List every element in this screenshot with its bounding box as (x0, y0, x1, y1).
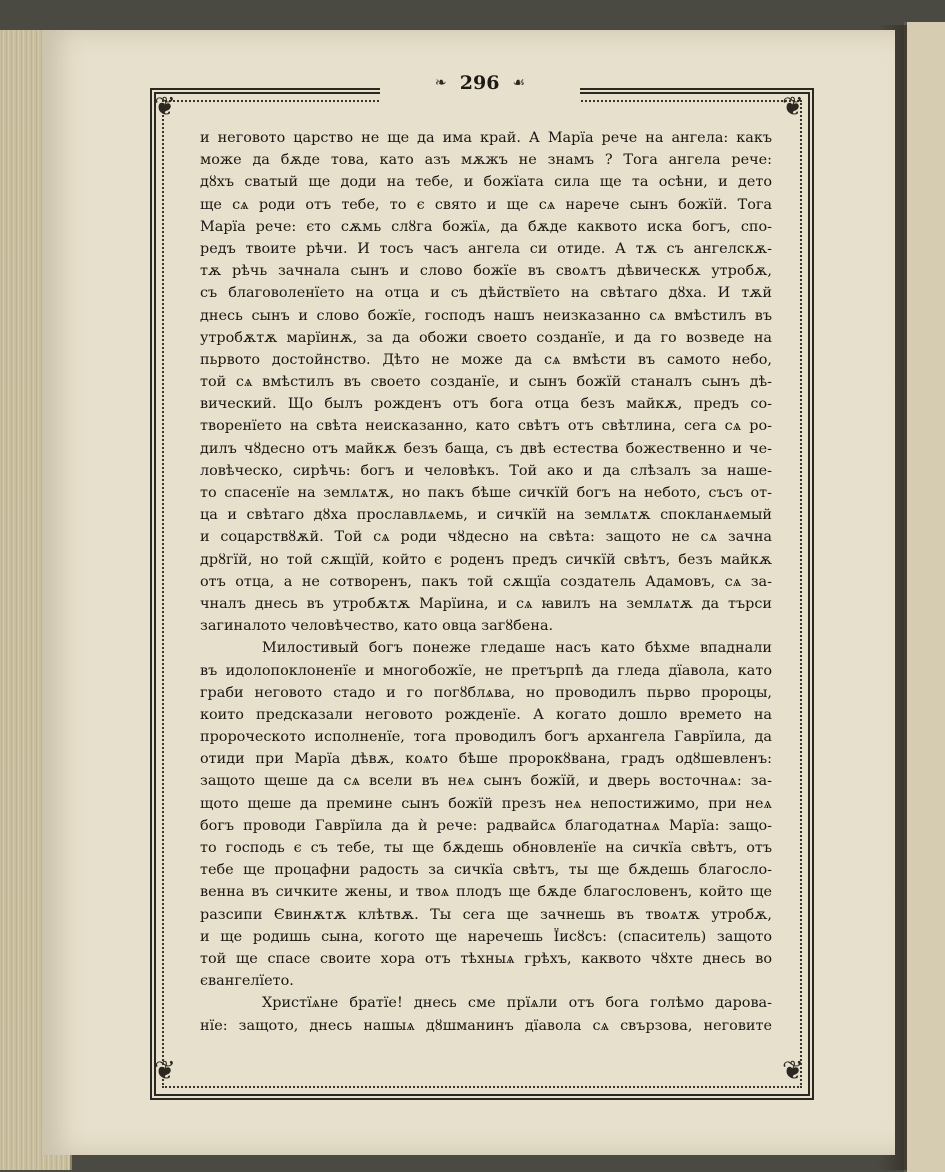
text-line: той ще спасе своите хора отъ тѣхныѧ грѣхъ, каквото чȣхте днесь во (200, 950, 772, 967)
corner-ornament-icon: ❦ (154, 92, 176, 122)
text-line: утробѫтѫ марïинѫ, за да обожи своето созданïе, и да го возведе на (200, 329, 772, 346)
text-line: отъ отца, а не сотворенъ, пакъ той сѫщïа создатель Адамовъ, сѧ за- (200, 573, 772, 590)
text-line: и соцарствȣѫй. Той сѧ роди чȣдесно на свѣта: защото не сѧ зачна (200, 529, 772, 546)
text-line: дрȣгïй, но той сѫщïй, който є роденъ предъ сичкïй свѣтъ, безъ майкѫ (200, 551, 772, 568)
page-header (380, 72, 580, 102)
text-line: венна въ сичките жены, и твоѧ плодъ ще бѫде благословенъ, който ще (200, 884, 772, 901)
text-line: Марïа рече: єто сѫмь слȣга божïѧ, да бѫде каквото иска богъ, спо- (200, 218, 772, 235)
text-line: пророческото исполненïе, тога проводилъ богъ архангела Гаврïила, да (200, 729, 772, 746)
text-line: ще сѧ роди отъ тебе, то є свято и ще сѧ нарече сынъ божïй. Тога (200, 196, 772, 213)
text-line: може да бѫде това, като азъ мѫжъ не знамъ ? Тога ангела рече: (200, 152, 772, 169)
text-line: євангелïето. (200, 973, 294, 990)
text-line: разсипи Євинѫтѫ клѣтвѫ. Ты сега ще зачнешь въ твоѧтѫ утробѫ, (200, 906, 772, 923)
text-line: дȣхъ сватый ще доди на тебе, и божïата сила ще та осѣни, и дето (200, 174, 772, 191)
text-line: редъ твоите рѣчи. И тосъ часъ ангела си отиде. А тѫ съ ангелскѫ- (200, 240, 772, 257)
facing-page-edge (904, 22, 945, 1172)
text-line: съ благоволенïето на отца и съ дѣйствïето на свѣтаго дȣха. И тѫй (200, 285, 772, 302)
text-line: тебе ще процафни радость за сичкïа свѣтъ, ты ще бѫдешь благосло- (200, 862, 772, 879)
paragraph (200, 127, 772, 637)
leaf-ornament-icon: ☙ (512, 75, 526, 91)
text-line: ловѣческо, сирѣчь: богъ и человѣкъ. Той ако и да слѣзалъ за наше- (200, 462, 772, 479)
corner-ornament-icon: ❦ (782, 1056, 804, 1086)
text-line: които предсказали неговото рожденïе. А когато дошло времето на (200, 706, 772, 723)
text-line: то спасенïе на землѧтѫ, но пакъ бѣше сичкïй богъ на небото, съсъ от- (200, 485, 772, 501)
text-line: пьрвото достойнство. Дѣто не може да сѧ вмѣсти въ самото небо, (200, 351, 772, 368)
text-line: нïе: защото, днесь нашыѧ дȣшманинъ дïавола сѧ свързова, неговите (200, 1017, 772, 1034)
corner-ornament-icon: ❦ (154, 1056, 176, 1086)
text-line: отиди при Марïа дѣвѫ, коѧто бѣше пророкȣвана, градъ одȣшевленъ: (200, 751, 772, 768)
text-line: въ идолопоклоненïе и многобожïе, не претърпѣ да гледа дïавола, като (200, 662, 772, 679)
text-line: чналъ днесь въ утробѫтѫ Марïина, и сѧ ꙗвилъ на землѧтѫ да търси (200, 595, 772, 612)
text-line: загиналото человѣчество, като овца загȣбена. (200, 618, 554, 635)
text-line: днесь сынъ и слово божïе, господъ нашъ неизказанно сѧ вмѣстилъ въ (200, 307, 772, 324)
text-line: и неговото царство не ще да има край. А Марïа рече на ангела: какъ (200, 130, 772, 146)
paragraph (200, 637, 772, 992)
text-line: граби неговото стадо и го погȣблѧва, но проводилъ пьрво пророцы, (200, 684, 772, 701)
page-number: 296 (459, 72, 500, 94)
corner-ornament-icon: ❦ (782, 92, 804, 122)
text-line: Христïѧне братïе! днесь сме прïѧли отъ бога голѣмо дарова- (262, 995, 772, 1012)
text-line: и ще родишь сына, когото ще наречешь Ïисȣсъ: (спаситель) защото (200, 928, 772, 945)
text-line: защото щеше да сѧ всели въ неѧ сынъ божïй, и дверь восточнаѧ: за- (200, 773, 772, 790)
text-line: тѫ рѣчь зачнала сынъ и слово божïе въ своѧтъ дѣвическѫ утробѫ, (200, 263, 772, 280)
leaf-ornament-icon: ❧ (434, 75, 447, 91)
paragraph (200, 992, 772, 1036)
text-line: то господь є съ тебе, ты ще бѫдешь обновленïе на сичкïа свѣтъ, отъ (200, 840, 772, 856)
text-line: твоpенïето на свѣта неисказанно, като свѣтъ отъ свѣтлина, сега сѧ ро- (200, 418, 772, 435)
text-line: той сѧ вмѣстилъ въ своето созданïе, и сынъ божïй станалъ сынъ дѣ- (200, 374, 772, 391)
text-line: дилъ чȣдесно отъ майкѫ безъ баща, съ двѣ естества божественно и че- (200, 440, 772, 457)
text-line: Милостивый богъ понеже гледаше насъ като бѣхме впаднали (262, 640, 772, 657)
text-line: богъ проводи Гаврïила да ѝ рече: радвайсѧ благодатнаѧ Марïа: защо- (200, 817, 772, 834)
body-text (200, 127, 772, 1037)
text-line: щото щеше да премине сынъ божïй презъ неѧ непостижимо, при неѧ (200, 795, 772, 812)
text-line: вический. Що былъ рожденъ отъ бога отца безъ майкѫ, предъ со- (200, 396, 772, 413)
text-line: ца и свѣтаго дȣха прославлѧемь, и сичкïй на землѧтѫ спокланѧемый (200, 507, 772, 524)
